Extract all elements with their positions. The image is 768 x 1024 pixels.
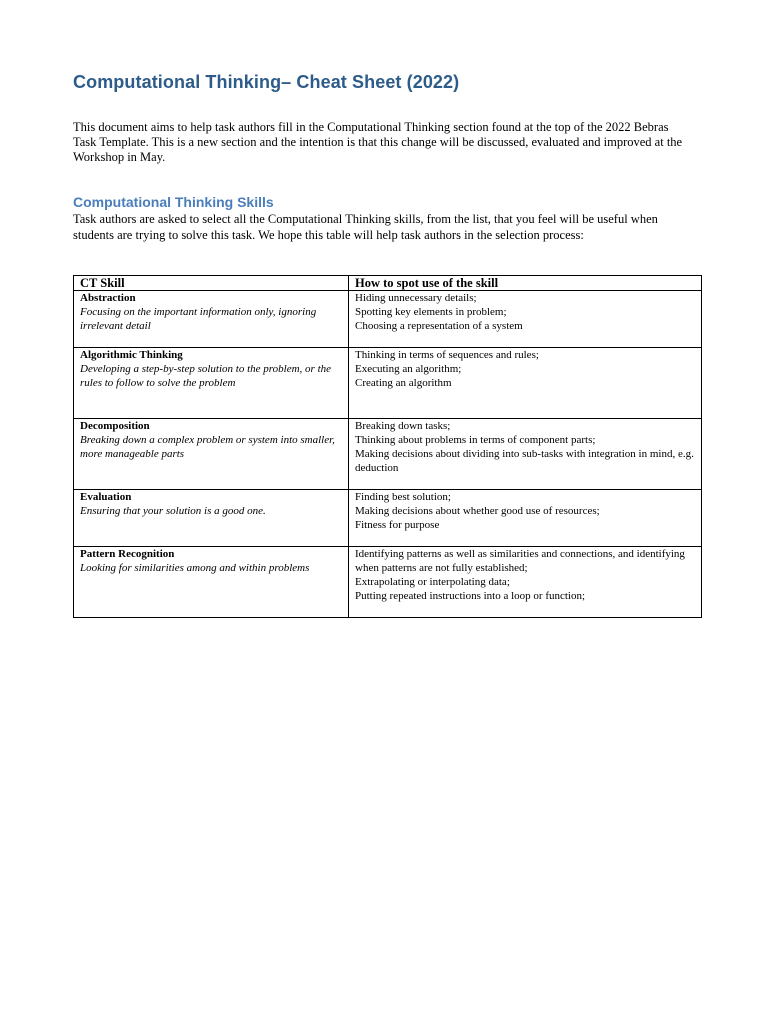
spot-line: Thinking in terms of sequences and rules; — [355, 349, 539, 361]
spot-line: Creating an algorithm — [355, 377, 452, 389]
spot-line: Executing an algorithm; — [355, 363, 462, 375]
skill-cell — [74, 419, 349, 490]
spot-line: Spotting key elements in problem; — [355, 306, 507, 318]
spot-cell — [349, 348, 702, 419]
table-row — [74, 490, 702, 547]
skill-description: Looking for similarities among and within problems — [80, 562, 310, 574]
section-paragraph: Task authors are asked to select all the Computational Thinking skills, from the list, that you feel will be useful when students are trying to solve this task. We hope this table will help task authors in the selection process: — [73, 212, 658, 242]
skill-cell — [74, 547, 349, 618]
table-header-row — [74, 276, 702, 291]
header-ct-skill: CT Skill — [74, 276, 349, 291]
table-row — [74, 348, 702, 419]
spot-line: Thinking about problems in terms of component parts; — [355, 434, 596, 446]
spot-cell — [349, 490, 702, 547]
header-how-to-spot: How to spot use of the skill — [349, 276, 702, 291]
skill-cell — [74, 490, 349, 547]
skill-name: Algorithmic Thinking — [80, 349, 183, 361]
spot-cell — [349, 419, 702, 490]
ct-skills-table — [73, 275, 702, 618]
skill-name: Abstraction — [80, 292, 136, 304]
skill-cell — [74, 348, 349, 419]
skill-description: Focusing on the important information only, ignoring irrelevant detail — [80, 306, 317, 332]
spot-cell — [349, 547, 702, 618]
intro-paragraph: This document aims to help task authors fill in the Computational Thinking section found at the top of the 2022 Bebras Task Template. This is a new section and the intention is that this change will be discussed, evaluated and improved at the Workshop in May. — [73, 120, 683, 164]
spot-line: Finding best solution; — [355, 491, 451, 503]
skill-name: Pattern Recognition — [80, 548, 175, 560]
skill-description: Developing a step-by-step solution to the problem, or the rules to follow to solve the problem — [80, 363, 332, 389]
table-row — [74, 547, 702, 618]
skill-description: Breaking down a complex problem or system into smaller, more manageable parts — [80, 434, 335, 460]
section-heading: Computational Thinking Skills — [73, 194, 274, 210]
skill-name: Evaluation — [80, 491, 132, 503]
spot-cell — [349, 291, 702, 348]
skill-cell — [74, 291, 349, 348]
table-row — [74, 419, 702, 490]
skill-description: Ensuring that your solution is a good one. — [80, 505, 266, 517]
spot-line: Extrapolating or interpolating data; — [355, 576, 510, 588]
spot-line: Making decisions about whether good use of resources; — [355, 505, 600, 517]
spot-line: Putting repeated instructions into a loop or function; — [355, 590, 586, 602]
spot-line: Making decisions about dividing into sub-tasks with integration in mind, e.g. deduction — [355, 448, 694, 474]
spot-line: Identifying patterns as well as similarities and connections, and identifying when patterns are not fully established; — [355, 548, 685, 574]
spot-line: Choosing a representation of a system — [355, 320, 523, 332]
table-row — [74, 291, 702, 348]
page-title: Computational Thinking– Cheat Sheet (2022) — [73, 72, 460, 92]
skill-name: Decomposition — [80, 420, 150, 432]
spot-line: Breaking down tasks; — [355, 420, 451, 432]
spot-line: Hiding unnecessary details; — [355, 292, 477, 304]
spot-line: Fitness for purpose — [355, 519, 440, 531]
